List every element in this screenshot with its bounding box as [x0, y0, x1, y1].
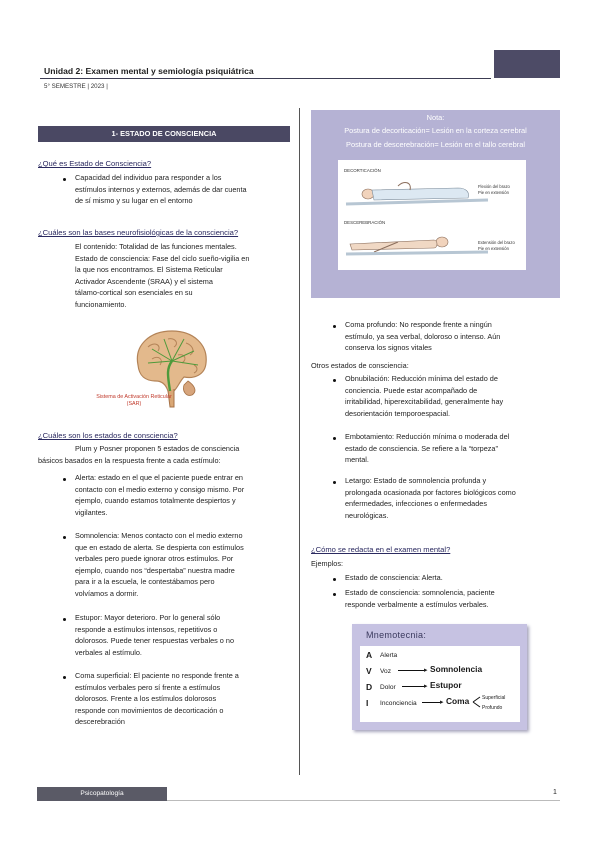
- arrow-head-icon: ▸: [424, 667, 428, 674]
- bullet-dot: [333, 578, 336, 581]
- note-decorticacion: Postura de decorticación= Lesión en la corteza cerebral: [344, 126, 527, 135]
- section-title: 1- ESTADO DE CONSCIENCIA: [38, 126, 290, 142]
- question-neuro-bases: ¿Cuáles son las bases neurofisiológicas de la consciencia?: [38, 228, 239, 237]
- mnemo-letter-a: A: [366, 650, 373, 660]
- state-embotamiento: Embotamiento: Reducción mínima o moderada del estado de consciencia. Se refiere a la “torpeza” mental.: [345, 432, 510, 465]
- bullet-dot: [333, 437, 336, 440]
- mnemonic-card: [352, 624, 527, 730]
- state-letargo: Letargo: Estado de somnolencia profunda y prolongada ocasionada por factores biológicos como enfermedades, infecciones o enfermedades neurológicas.: [345, 476, 516, 520]
- mnemo-word-voz: Voz: [380, 668, 391, 675]
- example-alerta: Estado de consciencia: Alerta.: [345, 573, 443, 582]
- posture-illustration: [338, 160, 526, 270]
- state-coma-profundo: Coma profundo: No responde frente a ningún estímulo, ya sea verbal, doloroso o intenso. Aún conserva los signos vitales: [345, 320, 501, 353]
- mnemo-result-estupor: Estupor: [430, 680, 462, 690]
- bullet-dot: [63, 478, 66, 481]
- example-somnolencia: Estado de consciencia: somnolencia, paciente responde verbalmente a estímulos verbales.: [345, 588, 495, 609]
- mnemo-word-dolor: Dolor: [380, 684, 396, 691]
- bullet-dot: [333, 379, 336, 382]
- arrow-icon: [402, 686, 424, 687]
- mnemo-result-coma: Coma: [446, 696, 470, 706]
- state-coma-superficial: Coma superficial: El paciente no responde frente a estímulos verbales pero sí frente a estímulos dolorosos. Frente a los estímulos dolorosos responde con movimientos de decorticación o descerebración: [75, 671, 239, 727]
- neuro-bases-text: El contenido: Totalidad de las funciones mentales. Estado de consciencia: Fase del ciclo sueño-vigilia en la que nos encontramos. El Sistema Reticular Activador Ascendente (SRAA) y el sistema tálamo-cortical son esenciales en su funcionamiento.: [75, 242, 250, 309]
- mnemo-letter-d: D: [366, 682, 373, 692]
- ejemplos-label: Ejemplos:: [311, 559, 344, 568]
- state-estupor: Estupor: Mayor deterioro. Por lo general sólo responde a estímulos intensos, repetitivos o dolorosos. Puede tener respuestas verbales o no verbales al estímulo.: [75, 613, 235, 657]
- bullet-dot: [333, 593, 336, 596]
- document-subtitle: 5° SEMESTRE | 2023 |: [44, 83, 108, 90]
- page-number: 1: [553, 789, 557, 796]
- column-divider: [299, 108, 300, 775]
- footer-label: Psicopatología: [37, 787, 167, 801]
- definition-bullet: Capacidad del individuo para responder a los estímulos internos y externos, además de dar cuenta de sí mismo y su lugar en el entorno: [75, 173, 247, 206]
- note-title: Nota:: [426, 113, 445, 122]
- otros-estados-title: Otros estados de consciencia:: [311, 361, 409, 370]
- mnemo-letter-v: V: [366, 666, 372, 676]
- mnemo-letter-i: I: [366, 698, 369, 708]
- fig-side-bottom: Extensión del brazo Pie en extensión: [478, 240, 515, 251]
- arrow-head-icon: ▸: [424, 683, 428, 690]
- posture-figure: [338, 160, 526, 270]
- mnemo-profundo: Profundo: [482, 705, 503, 711]
- arrow-icon: [422, 702, 440, 703]
- state-somnolencia: Somnolencia: Menos contacto con el medio externo que en estado de alerta. Se despierta con estímulos verbales pero puede ignorar otros estímulos. Por ejemplo, cuando nos “despertaba” nuestra madre para ir a la escuela, le contestábamos pero volvíamos a dormir.: [75, 531, 244, 598]
- fig-label-descerebracion: DESCEREBRACIÓN: [344, 220, 386, 225]
- note-descerebracion: Postura de descerebración= Lesión en el tallo cerebral: [346, 140, 525, 149]
- mnemo-superficial: Superficial: [482, 695, 506, 701]
- mnemonic-title: Mnemotecnia:: [366, 630, 427, 640]
- brain-caption: Sistema de Activación Reticular (SAR): [96, 394, 172, 407]
- bullet-dot: [333, 325, 336, 328]
- fork-arrow-icon: [472, 694, 482, 710]
- state-alerta: Alerta: estado en el que el paciente puede entrar en contacto con el medio externo y consigo mismo. Por ejemplo, cuando estamos totalmente despiertos y vigilantes.: [75, 473, 245, 517]
- state-obnubilacion: Obnubilación: Reducción mínima del estado de conciencia. Puede estar acompañado de irritabilidad, hiperexcitabilidad, generalmente hay desorientación temporoespacial.: [345, 374, 504, 418]
- arrow-icon: [398, 670, 424, 671]
- arrow-head-icon: ▸: [440, 699, 444, 706]
- fig-label-decorticacion: DECORTICACIÓN: [344, 168, 381, 173]
- question-states: ¿Cuáles son los estados de consciencia?: [38, 431, 178, 440]
- header-rule: [40, 78, 491, 79]
- bullet-dot: [63, 178, 66, 181]
- mnemo-word-inconciencia: Inconciencia: [380, 700, 417, 707]
- question-como-redacta: ¿Cómo se redacta en el examen mental?: [311, 545, 451, 554]
- bullet-dot: [63, 676, 66, 679]
- fig-side-top: Flexión del brazo Pie en extensión: [478, 184, 510, 195]
- question-what-is: ¿Qué es Estado de Consciencia?: [38, 159, 152, 168]
- document-title: Unidad 2: Examen mental y semiología psiquiátrica: [44, 66, 254, 76]
- bullet-dot: [63, 536, 66, 539]
- bullet-dot: [63, 618, 66, 621]
- bullet-dot: [333, 481, 336, 484]
- header-accent-block: [494, 50, 560, 78]
- states-intro: Plum y Posner proponen 5 estados de consciencia básicos basados en la respuesta frente a cada estímulo:: [38, 444, 240, 465]
- mnemo-result-somnolencia: Somnolencia: [430, 664, 483, 674]
- mnemo-word-alerta: Alerta: [380, 652, 398, 659]
